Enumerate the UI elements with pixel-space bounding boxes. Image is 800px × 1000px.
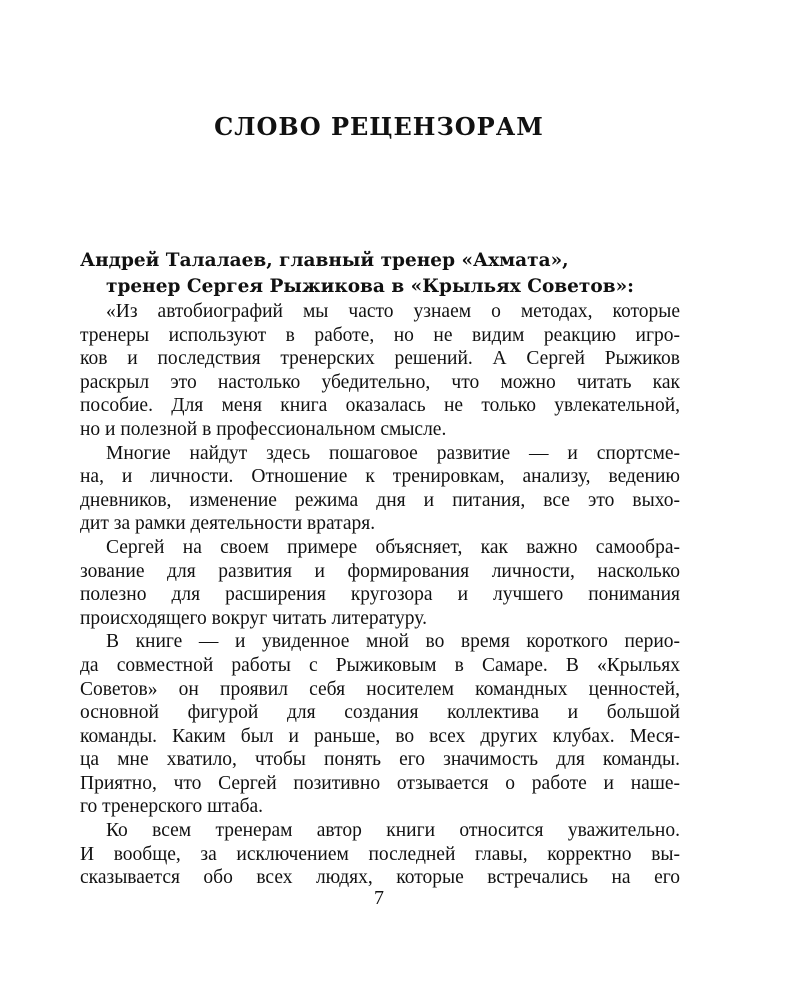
reviewer-role-line: тренер Сергея Рыжикова в «Крыльях Советов»: [106,276,634,297]
text-line: го тренерского штаба. [80,796,264,818]
text-line: «Из автобиографий мы часто узнаем о методах, которые [106,301,680,322]
text-line: В книге — и увиденное мной во время короткого перио- [106,631,680,653]
reviewer-name-line: Андрей Талалаев, главный тренер «Ахмата», [80,250,569,271]
text-line: происходящего вокруг читать литературу. [80,607,427,629]
text-line: тренеры используют в работе, но не видим реакцию игро- [80,324,680,346]
text-line: команды. Каким был и раньше, во всех других клубах. Меся- [80,725,680,747]
text-line: на, и личности. Отношение к тренировкам, анализу, ведению [80,466,680,488]
text-line: раскрыл это настолько убедительно, что можно читать как [80,371,680,393]
page-title: СЛОВО РЕЦЕНЗОРАМ [214,112,544,141]
page-number: 7 [374,887,384,909]
reviewer-heading [80,248,680,300]
text-line: да совместной работы с Рыжиковым в Самаре. В «Крыльях [80,654,680,676]
text-line: Ко всем тренерам автор книги относится уважительно. [106,820,680,842]
text-line: пособие. Для меня книга оказалась не только увлекательной, [80,395,680,417]
text-line: Многие найдут здесь пошаговое развитие — и спортсме- [106,442,680,464]
text-line: дневников, изменение режима дня и питания, все это выхо- [80,489,680,511]
text-line: Сергей на своем примере объясняет, как важно самообра- [106,536,680,558]
review-text [80,300,680,890]
text-line: Советов» он проявил себя носителем командных ценностей, [80,678,680,700]
text-line: сказывается обо всех людях, которые встречались на его [80,867,680,889]
text-line: полезно для расширения кругозора и лучшего понимания [80,584,680,606]
text-line: основной фигурой для создания коллектива и большой [80,702,680,724]
text-line: зование для развития и формирования личности, насколько [80,560,680,582]
text-line: ца мне хватило, чтобы понять его значимость для команды. [80,749,680,771]
text-line: но и полезной в профессиональном смысле. [80,418,447,440]
text-line: ков и последствия тренерских решений. А Сергей Рыжиков [80,348,680,370]
text-line: И вообще, за исключением последней главы, корректно вы- [80,843,680,865]
text-line: дит за рамки деятельности вратаря. [80,513,376,535]
text-line: Приятно, что Сергей позитивно отзывается о работе и наше- [80,772,680,794]
